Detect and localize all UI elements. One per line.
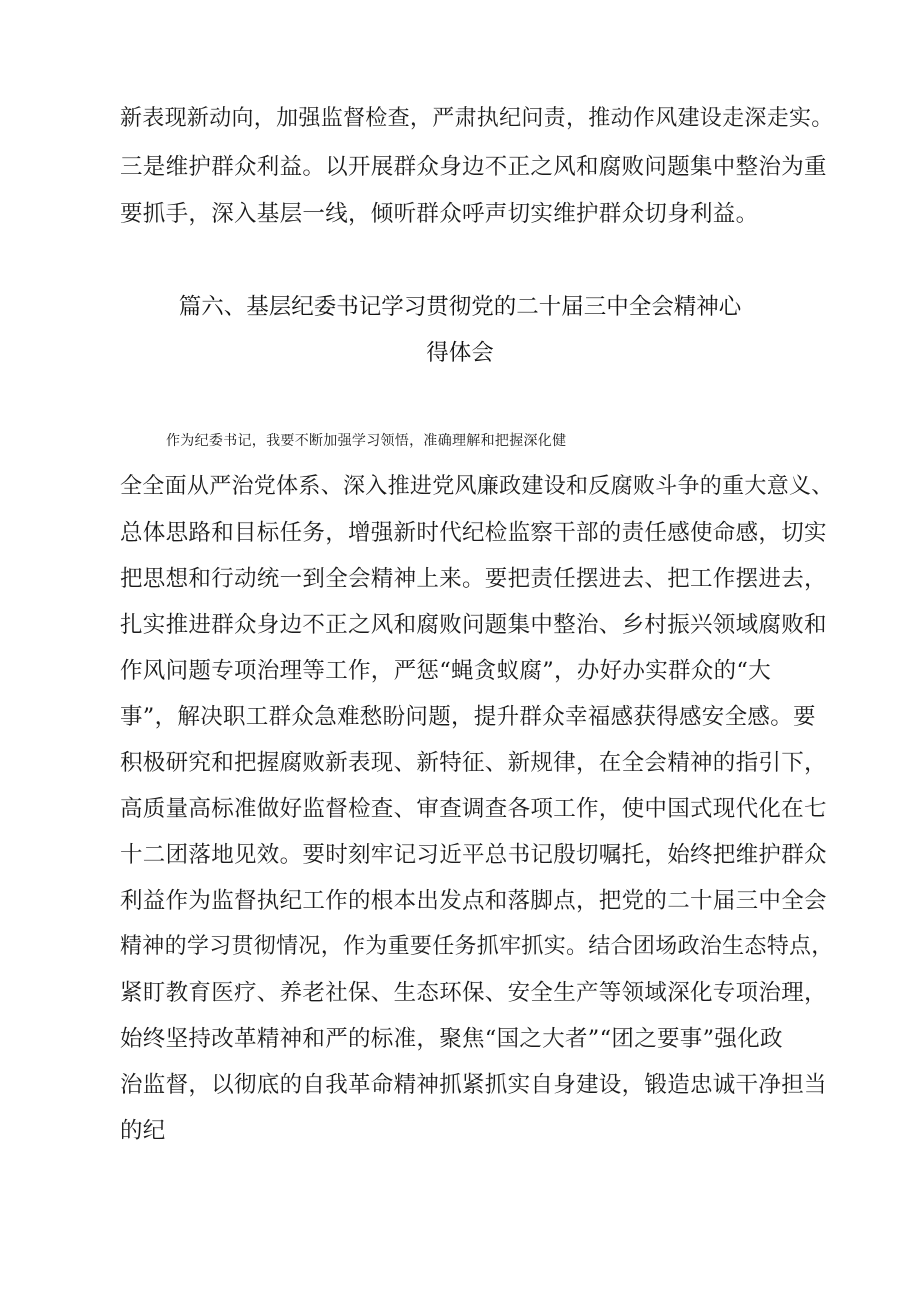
body-line: 高质量高标准做好监督检查、审查调查各项工作，使中国式现代化在七 xyxy=(120,796,827,822)
previous-section-line: 新表现新动向，加强监督检查，严肃执纪问责，推动作风建设走深走实。 xyxy=(120,106,834,131)
body-line: 扎实推进群众身边不正之风和腐败问题集中整治、乡村振兴领域腐败和 xyxy=(120,612,827,638)
body-line: 积极研究和把握腐败新表现、新特征、新规律，在全会精神的指引下， xyxy=(120,750,827,776)
body-line: 事”，解决职工群众急难愁盼问题，提升群众幸福感获得感安全感。要 xyxy=(120,704,816,730)
body-line: 紧盯教育医疗、养老社保、生态环保、安全生产等领域深化专项治理， xyxy=(120,980,827,1006)
body-line: 始终坚持改革精神和严的标准，聚焦“国之大者”“团之要事”强化政 xyxy=(120,1026,783,1052)
body-line: 全全面从严治党体系、深入推进党风廉政建设和反腐败斗争的重大意义、 xyxy=(120,474,834,499)
body-line: 治监督，以彻底的自我革命精神抓紧抓实自身建设，锻造忠诚干净担当 xyxy=(120,1072,827,1098)
previous-section-line: 三是维护群众利益。以开展群众身边不正之风和腐败问题集中整治为重 xyxy=(120,154,827,180)
section-heading: 篇六、基层纪委书记学习贯彻党的二十届三中全会精神心 xyxy=(178,294,742,320)
body-line: 精神的学习贯彻情况，作为重要任务抓牢抓实。结合团场政治生态特点， xyxy=(120,934,834,959)
body-line: 总体思路和目标任务，增强新时代纪检监察干部的责任感使命感，切实 xyxy=(120,520,827,546)
previous-section-line: 要抓手，深入基层一线，倾听群众呼声切实维护群众切身利益。 xyxy=(120,201,759,227)
body-line: 的纪 xyxy=(120,1118,166,1144)
body-line: 把思想和行动统一到全会精神上来。要把责任摆进去、把工作摆进去， xyxy=(120,566,827,592)
body-line: 作为纪委书记，我要不断加强学习领悟，准确理解和把握深化健 xyxy=(166,433,567,449)
body-line: 利益作为监督执纪工作的根本出发点和落脚点，把党的二十届三中全会 xyxy=(120,888,827,914)
body-line: 十二团落地见效。要时刻牢记习近平总书记殷切嘱托，始终把维护群众 xyxy=(120,842,827,868)
body-line: 作风问题专项治理等工作，严惩“蝇贪蚁腐”，办好办实群众的“大 xyxy=(120,658,772,684)
section-heading: 得体会 xyxy=(426,340,494,366)
